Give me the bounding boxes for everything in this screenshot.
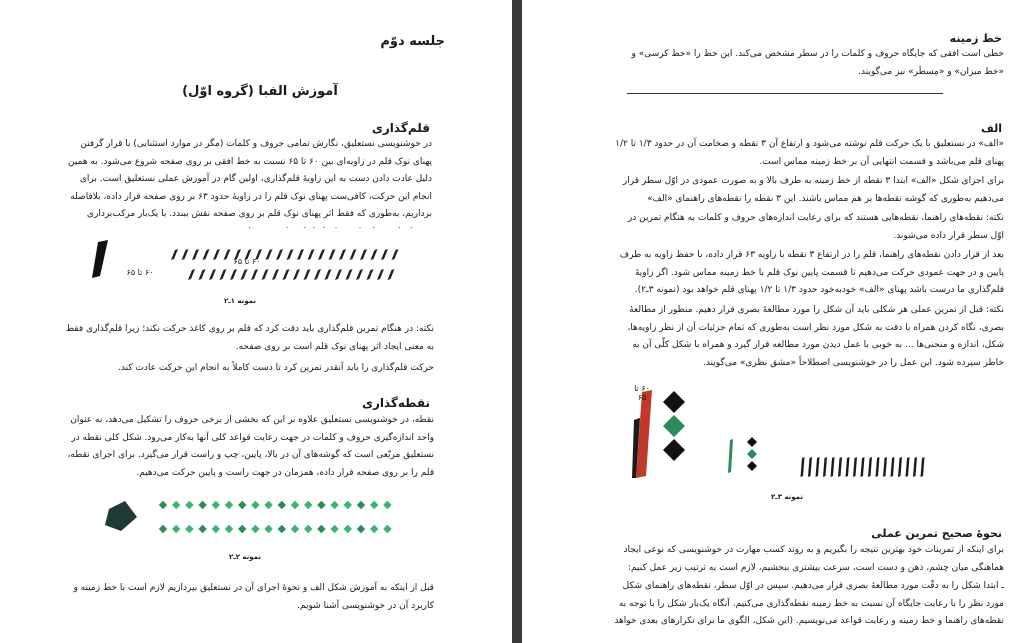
calligraphy-dot — [212, 501, 220, 509]
calligraphy-dot — [264, 525, 272, 533]
pen-mark — [272, 269, 279, 280]
alef-practice-row — [728, 439, 925, 477]
practice-alef — [891, 457, 895, 477]
alef-paragraph-2: برای اجرای شکل «الف» ابتدا ۳ نقطه از خط زمینه به طرف بالا و به صورت عمودی در اوّل سطر قرار می‌دهیم به‌طوری که گوشه نقطه‌ها بر هم مماس باشند. این ۳ نقطه را نقطه‌های راهنمای «الف» — [622, 176, 1004, 204]
pen-mark — [356, 269, 363, 280]
figure-caption-2-3: نمونه ۳ـ۲ — [771, 493, 803, 501]
alef-angle-label: ۶۰ تا ۶۵ — [634, 384, 650, 402]
practice-alef — [846, 457, 850, 477]
pen-mark — [262, 269, 269, 280]
alef-note-1: نکته: نقطه‌های راهنما، نقطه‌هایی هستند که برای رعایت اندازه‌های حروف و کلمات به هنگام تمرین در اوّل سطر قرار داده می‌شوند. — [627, 213, 1004, 241]
angle-label-a: ۶۰ تا ۶۵ — [233, 257, 261, 266]
angle-label-b: ۶۰ تا ۶۵ — [126, 268, 154, 277]
calligraphy-dot — [198, 501, 206, 509]
calligraphy-dot — [172, 501, 180, 509]
guide-dot-small — [747, 437, 757, 447]
strokes-row-top — [171, 249, 399, 260]
practice-paragraph-1: برای اینکه از تمرینات خود بهترین نتیجه را بگیریم و به روند کسب مهارت در خوشنویسی که نوعی ایجاد هماهنگی میان چشم، ذهن و دست است، سرعت بیشتری ببخشیم، لازم است به ترتیب زیر عمل کنیم: — [623, 545, 1004, 573]
calligraphy-dot — [278, 501, 286, 509]
pen-mark — [213, 249, 220, 260]
practice-alef — [861, 457, 865, 477]
pen-mark — [171, 249, 178, 260]
pen-mark — [199, 269, 206, 280]
pen-mark — [283, 269, 290, 280]
calligraphy-dot — [357, 501, 365, 509]
calligraphy-dot — [330, 525, 338, 533]
guide-dot-small — [747, 449, 757, 459]
calligraphy-dot — [278, 525, 286, 533]
pen-mark — [224, 249, 231, 260]
calligraphy-dot — [357, 525, 365, 533]
practice-alef — [801, 457, 805, 477]
calligraphy-dot — [383, 525, 391, 533]
calligraphy-dot — [251, 501, 259, 509]
pen-mark — [367, 269, 374, 280]
practice-alef — [831, 457, 835, 477]
calligraphy-dot — [344, 525, 352, 533]
calligraphy-dot — [251, 525, 259, 533]
practice-alef — [898, 457, 902, 477]
pen-mark — [325, 269, 332, 280]
pen-mark — [350, 249, 357, 260]
right-page — [522, 0, 1024, 643]
calligraphy-dot — [370, 525, 378, 533]
book-gutter — [512, 0, 522, 643]
qalamgozari-note: نکته: در هنگام تمرین قلم‌گذاری باید دقت کرد که قلم بر روی کاغذ حرکت نکند؛ زیرا قلم‌گذاری فقط به معنی ایجاد اثر پهنای نوک قلم است بر روی صفحه. — [65, 324, 434, 352]
pen-mark — [220, 269, 227, 280]
pen-mark — [314, 269, 321, 280]
pen-mark — [304, 269, 311, 280]
pen-mark — [241, 269, 248, 280]
large-dot-sample — [105, 501, 137, 531]
pen-mark — [251, 269, 258, 280]
pen-mark — [335, 269, 342, 280]
qalamgozari-note-2: حرکت قلم‌گذاری را باید آنقدر تمرین کرد تا دست کاملاً به انجام این حرکت عادت کند. — [118, 363, 434, 373]
calligraphy-dot — [344, 501, 352, 509]
calligraphy-dot — [317, 501, 325, 509]
practice-alef — [906, 457, 910, 477]
strokes-row-bottom — [188, 269, 395, 280]
guide-dot — [663, 391, 685, 413]
pen-mark — [297, 249, 304, 260]
section-title-practice: نحوهٔ صحیح تمرین عملی — [871, 527, 1002, 540]
calligraphy-dot — [225, 501, 233, 509]
dot-rows — [159, 501, 392, 533]
section-title-noqtegozari: نقطه‌گذاری — [361, 396, 430, 410]
pen-mark — [371, 249, 378, 260]
guide-dots-alef — [663, 391, 757, 471]
section-title-khat-zamine: خط زمینه — [949, 32, 1002, 45]
large-pen-stroke-sample — [92, 240, 108, 278]
practice-alef — [816, 457, 820, 477]
pen-mark — [346, 269, 353, 280]
calligraphy-dot — [212, 525, 220, 533]
calligraphy-dot — [185, 525, 193, 533]
divider-line — [627, 93, 943, 94]
section-title-alef: الف — [980, 122, 1002, 135]
calligraphy-dot — [264, 501, 272, 509]
guide-dot — [663, 415, 685, 437]
practice-alef — [876, 457, 880, 477]
khat-zamine-paragraph: خطی است افقی که جایگاه حروف و کلمات را در سطر مشخص می‌کند. این خط را «خط کرسی» و «خط میزان» و «مِسطَر» نیز می‌گویند. — [631, 49, 1004, 77]
guide-dot — [663, 439, 685, 461]
calligraphy-dot — [185, 501, 193, 509]
practice-alef — [868, 457, 872, 477]
calligraphy-dot — [238, 525, 246, 533]
pen-mark — [276, 249, 283, 260]
calligraphy-dot — [225, 525, 233, 533]
pen-mark — [360, 249, 367, 260]
practice-alef — [853, 457, 857, 477]
calligraphy-dot — [330, 501, 338, 509]
practice-alef — [823, 457, 827, 477]
figure-caption-2-2: نمونه ۲ـ۲ — [229, 553, 261, 561]
pen-mark — [381, 249, 388, 260]
alef-note-2: نکته: قبل از تمرین عملی هر شکلی باید آن شکل را مورد مطالعهٔ بصری قرار دهیم. منظور از مطالعهٔ بصری، نگاه کردن همراه با دقت به شکل مورد نظر است به‌طوری که تمام جزئیات آن از نظر زاویه‌ها، شکل، اندازه و منحنی‌ها ... به خوبی با عمل دیدن مورد مطالعه قرار گیرد و همراه با شکل کلّی آن به خاطر سپرده شود. این عمل را در خوشنویسی اصطلاحاً «مشق نظری» می‌گویند. — [627, 305, 1004, 368]
qalamgozari-paragraph: در خوشنویسی نستعلیق، نگارش تمامی حروف و کلمات (مگر در موارد استثنایی) با قرار گرفتن پهنای نوک قلم در زاویه‌ای بین ۶۰ تا ۶۵ نسبت به خط افقی بر روی صفحه شروع می‌شود. به همین دلیل عادت دادن دست به این زاویهٔ قلم‌گذاری، اولین گام در آموزش عملی نستعلیق است. برای انجام این حرکت، کافی‌ست پهنای نوک قلم را در زاویهٔ حدود ۶۳ بر روی صفحه قرار داده، بلافاصله برداریم، به‌طوری که فقط اثر پهنای نوک قلم بر روی صفحه نقش ببندد. با یک‌بار مرکب‌برداری — [68, 139, 432, 219]
practice-alef — [883, 457, 887, 477]
noqtegozari-paragraph: نقطه، در خوشنویسی نستعلیق علاوه بر این که بخشی از برخی حروف را تشکیل می‌دهد، به عنوان واحد اندازه‌گیری حروف و کلمات در جهت رعایت قواعد کلی آنها به‌کار می‌رود. شکل کلی نقطه در نستعلیق مربّعی است که گوشه‌های آن در بالا، پایین، چپ و راست قرار می‌گیرد. برای اجرای نقطه، قلم را بر روی صفحه قرار داده، همزمان در جهت راست و پایین حرکت می‌دهیم. — [67, 415, 434, 478]
alef-paragraph-3: بعد از قرار دادن نقطه‌های راهنما، قلم را در ارتفاع ۳ نقطه با زاویه ۶۳ قرار داده، با حفظ زاویه به طرف پایین و در جهت عمودی حرکت می‌دهیم تا قسمت پایین نوک قلم با خط زمینه مماس شود. اگر زاویهٔ قلم‌گذاری ما درست باشد پهنای «الف» خودبه‌خود حدود ۱/۳ تا ۱/۲ پهنای قلم خواهد بود (نمونه ۳ـ۲). — [619, 250, 1004, 295]
calligraphy-dot — [159, 501, 167, 509]
pen-mark — [209, 269, 216, 280]
pen-mark — [188, 269, 195, 280]
noqtegozari-closing: قبل از اینکه به آموزش شکل الف و نحوهٔ اجرای آن در نستعلیق بپردازیم لازم است با خط زمینه و کاربرد آن در خوشنویسی آشنا شویم. — [73, 583, 434, 611]
lesson-title: آموزش الفبا (گروه اوّل) — [182, 84, 338, 99]
calligraphy-dot — [291, 525, 299, 533]
calligraphy-dot — [304, 525, 312, 533]
pen-mark — [329, 249, 336, 260]
pen-mark — [287, 249, 294, 260]
calligraphy-dot — [317, 525, 325, 533]
guide-dot-small — [747, 461, 757, 471]
pen-mark — [388, 269, 395, 280]
practice-paragraph-2: ـ ابتدا شکل را به دقّت مورد مطالعهٔ بصری قرار می‌دهیم. سپس در اوّل سطر، نقطه‌های راهنمای شکل مورد نظر را با رعایت جایگاه آن نسبت به خط زمینه نقطه‌گذاری می‌کنیم. آنگاه یک‌بار شکل را با توجه به نقطه‌های راهنما و خط زمینه و رعایت قواعد می‌نویسیم. (این شکل، الگوی ما برای تکرارهای بعدی خواهد — [614, 581, 1004, 626]
calligraphy-dot — [383, 501, 391, 509]
calligraphy-dot — [198, 525, 206, 533]
section-title-qalamgozari: قلم‌گذاری — [371, 121, 430, 135]
pen-mark — [308, 249, 315, 260]
pen-mark — [293, 269, 300, 280]
pen-mark — [339, 249, 346, 260]
alef-paragraph-1: «الف» در نستعلیق با یک حرکت قلم نوشته می‌شود و ارتفاع آن ۳ نقطه و ضخامت آن در حدود ۱/۳ تا ۱/۲ پهنای قلم می‌باشد و قسمت انتهایی آن بر خط زمینه مماس است. — [615, 139, 1004, 167]
calligraphy-dot — [172, 525, 180, 533]
pen-mark — [203, 249, 210, 260]
calligraphy-dot — [291, 501, 299, 509]
figure-dots — [95, 495, 405, 545]
practice-alef — [921, 457, 925, 477]
calligraphy-dot — [304, 501, 312, 509]
pen-mark — [182, 249, 189, 260]
pen-mark — [392, 249, 399, 260]
practice-alef — [808, 457, 812, 477]
pen-mark — [377, 269, 384, 280]
practice-alef — [913, 457, 917, 477]
calligraphy-dot — [159, 525, 167, 533]
practice-alef — [838, 457, 842, 477]
calligraphy-dot — [370, 501, 378, 509]
calligraphy-dot — [238, 501, 246, 509]
pen-mark — [230, 269, 237, 280]
session-title: جلسه دوّم — [380, 34, 445, 49]
figure-caption-2-1: نمونه ۱ـ۲ — [224, 297, 256, 305]
practice-alef — [728, 439, 733, 473]
pen-mark — [266, 249, 273, 260]
pen-mark — [318, 249, 325, 260]
pen-mark — [192, 249, 199, 260]
